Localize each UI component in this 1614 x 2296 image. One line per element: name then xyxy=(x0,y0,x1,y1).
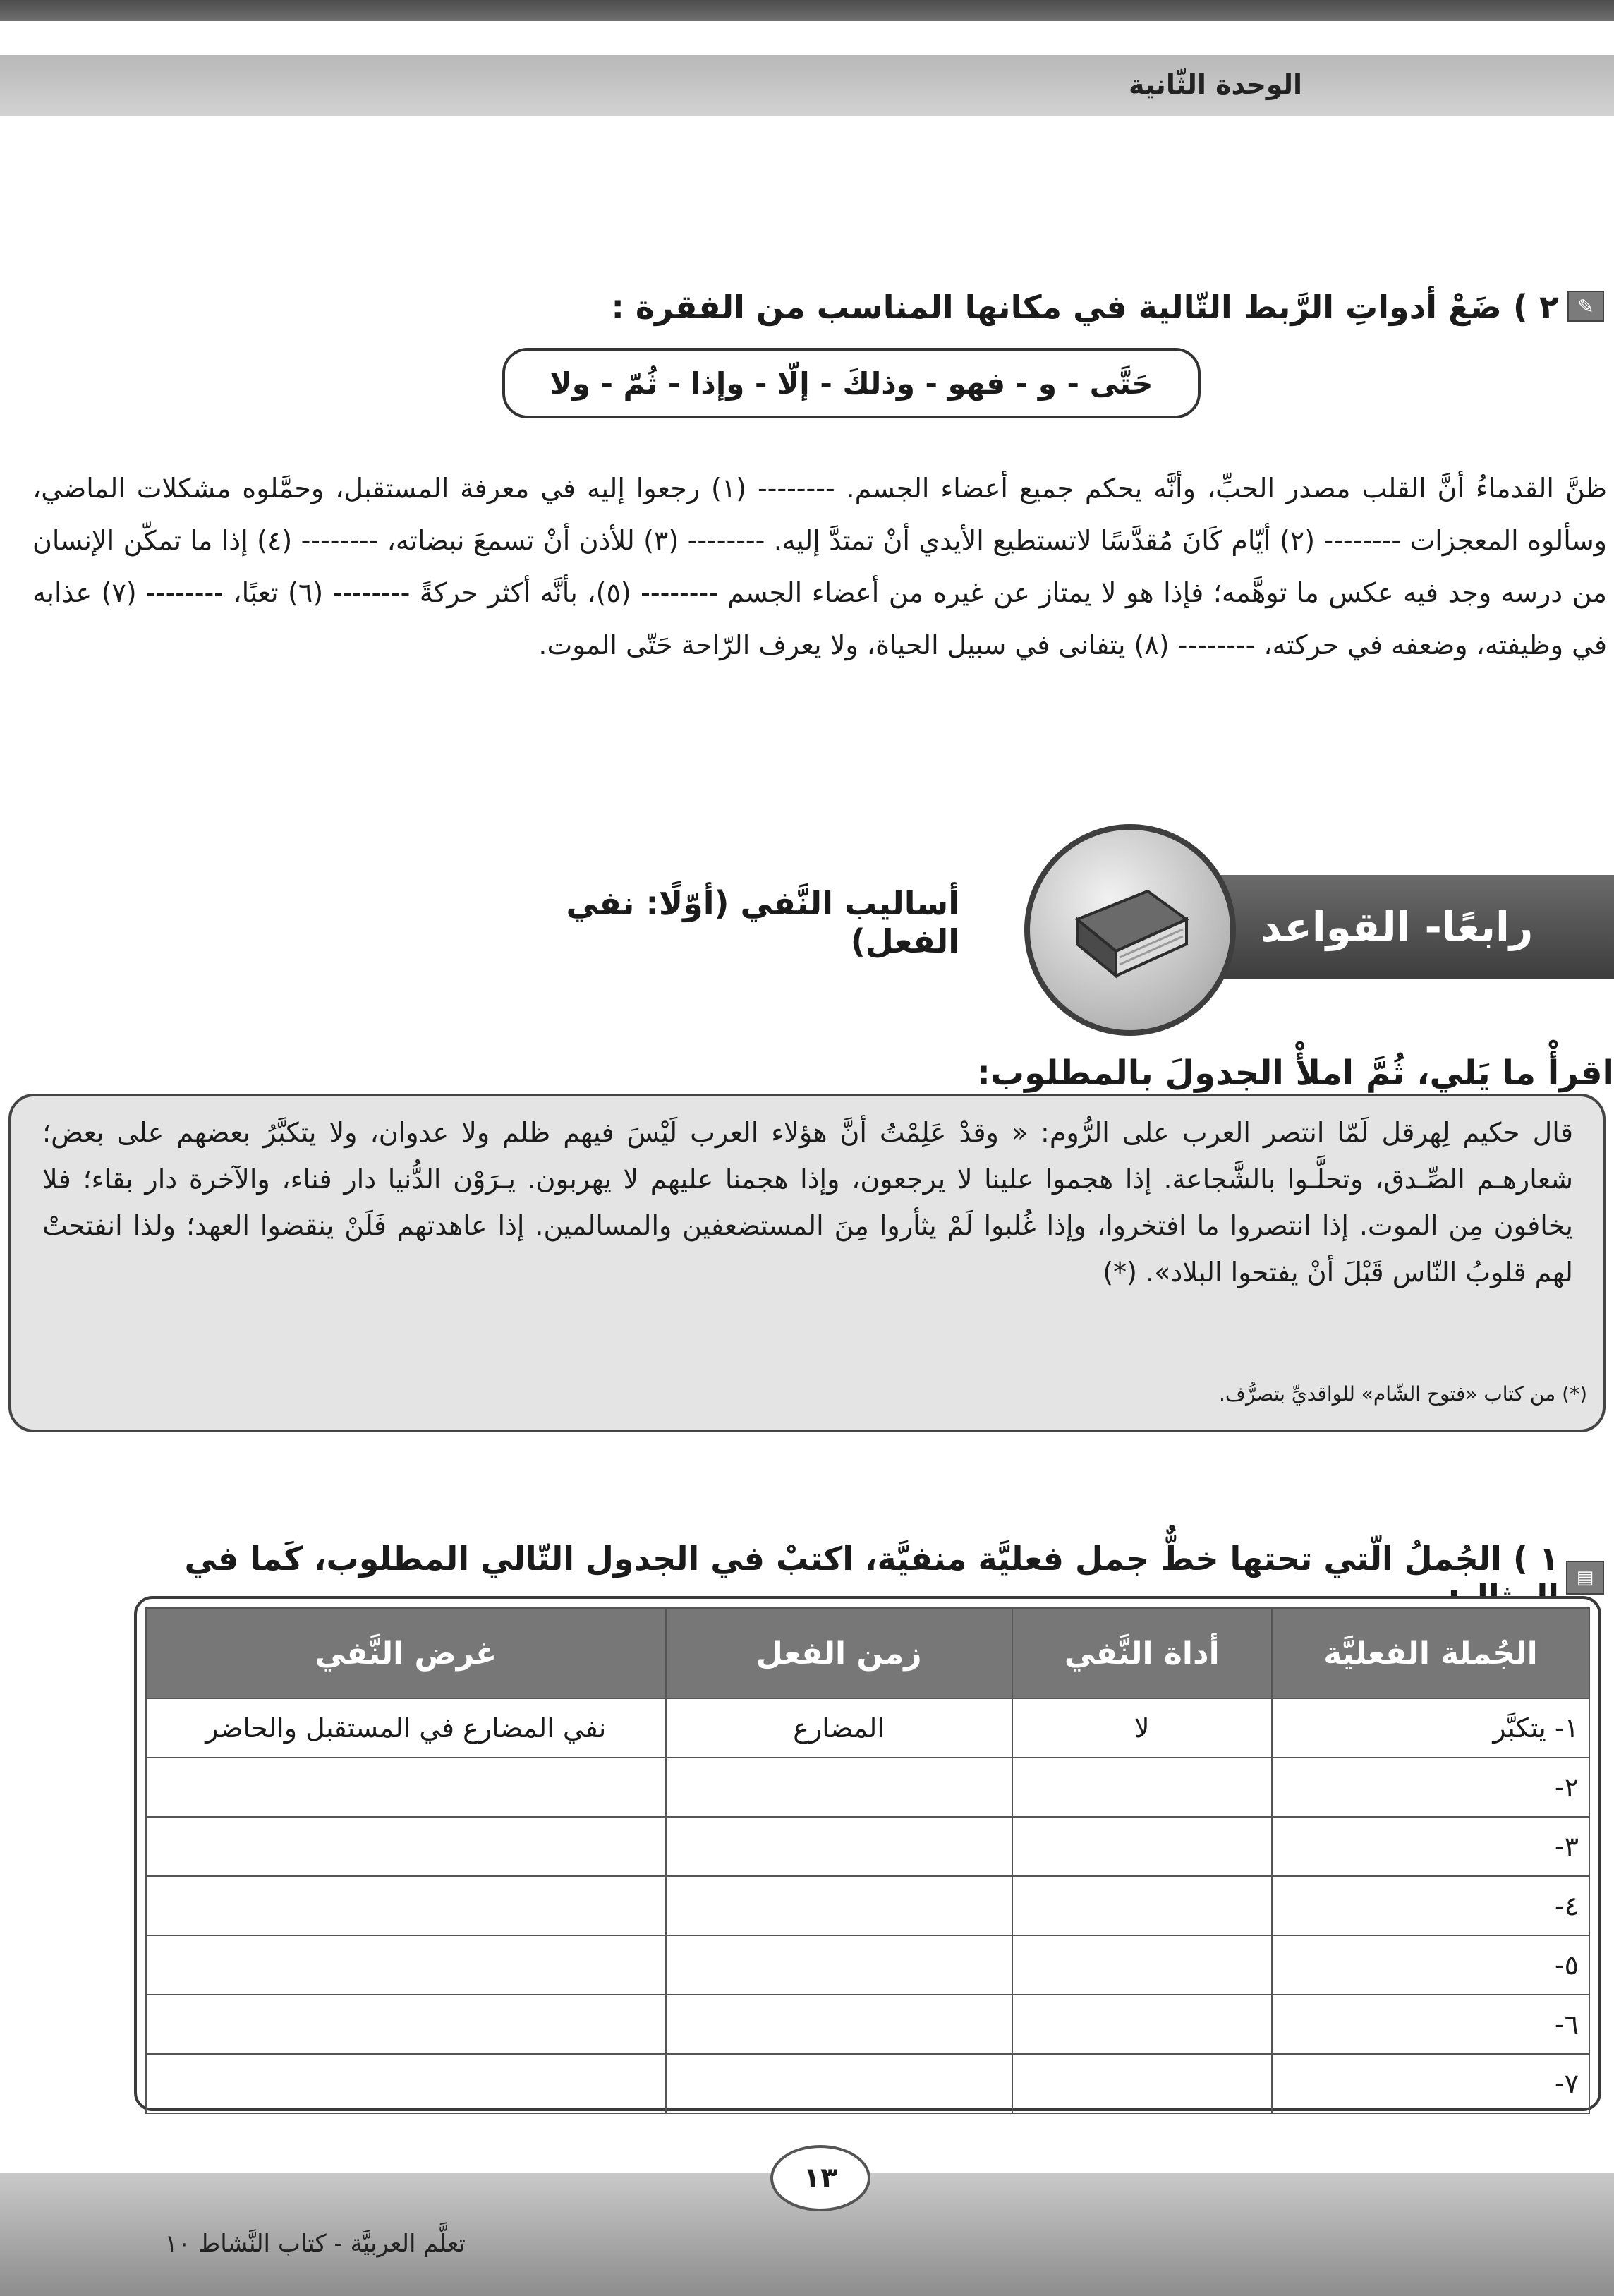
cell-tool[interactable] xyxy=(1012,1817,1272,1876)
negation-table xyxy=(145,1607,1590,2114)
book-icon xyxy=(1024,824,1236,1036)
cell-purpose[interactable] xyxy=(146,1876,666,1935)
footer-book-title: تعلَّم العربيَّة - كتاب النَّشاط ١٠ xyxy=(164,2230,466,2258)
cell-tool: لا xyxy=(1012,1698,1272,1758)
book-small-icon: ▤ xyxy=(1566,1561,1604,1595)
rules-subtitle: أساليب النَّفي (أوّلًا: نفي الفعل) xyxy=(566,884,959,960)
cell-purpose: نفي المضارع في المستقبل والحاضر xyxy=(146,1698,666,1758)
read-instruction: اقرأْ ما يَلي، ثُمَّ املأْ الجدولَ بالمطلوب: xyxy=(976,1053,1614,1093)
cell-sentence[interactable]: ٦- xyxy=(1272,1995,1589,2054)
cell-sentence: ١- يتكبَّر xyxy=(1272,1698,1589,1758)
cell-tense[interactable] xyxy=(666,2054,1012,2113)
cell-sentence[interactable]: ٣- xyxy=(1272,1817,1589,1876)
cell-purpose[interactable] xyxy=(146,2054,666,2113)
cell-tense[interactable] xyxy=(666,1758,1012,1817)
table-row xyxy=(146,1935,1589,1995)
cell-tense[interactable] xyxy=(666,1876,1012,1935)
pencil-icon: ✎ xyxy=(1567,291,1604,322)
header-negation-purpose: غرض النَّفي xyxy=(146,1608,666,1698)
cell-tense: المضارع xyxy=(666,1698,1012,1758)
cell-purpose[interactable] xyxy=(146,1935,666,1995)
cell-purpose[interactable] xyxy=(146,1995,666,2054)
cell-tool[interactable] xyxy=(1012,1935,1272,1995)
exercise1-title: ١ ) الجُملُ الّتي تحتها خطٌّ جمل فعليَّة منفيَّة، اكتبْ في الجدول التّالي المطلوب، كَما في xyxy=(184,1540,1559,1578)
table-row xyxy=(146,1876,1589,1935)
negation-table-wrap xyxy=(134,1596,1601,2111)
table-row xyxy=(146,2054,1589,2113)
cell-purpose[interactable] xyxy=(146,1817,666,1876)
header-verb-tense: زمن الفعل xyxy=(666,1608,1012,1698)
cell-purpose[interactable] xyxy=(146,1758,666,1817)
cell-tool[interactable] xyxy=(1012,1995,1272,2054)
cell-tool[interactable] xyxy=(1012,1876,1272,1935)
exercise2-paragraph: ظنَّ القدماءُ أنَّ القلب مصدر الحبِّ، وأنَّه يحكم جميع أعضاء الجسم. -------- (١) رجعوا إليه في معرفة المستقبل، وحمَّلوه مشكلات الماضي، وسألوه المعجزات -------- (٢) أيّام كَانَ مُقدَّسًا لاتستطيع الأيدي أنْ تمتدَّ إليه. -------- (٣) للأذن أنْ تسمعَ نبضاته، -------- (٤) إذا ما تمكّن الإنسان من درسه وجد فيه عكس ما توهَّمه؛ فإذا هو لا يمتاز عن غيره من أعضاء الجسم -------- (٥)، بأنَّه أكثر حركةً -------- (٦) تعبًا، -------- (٧) عذابه في وظيفته، وضعفه في حركته، -------- (٨) يتفانى في سبيل الحياة، ولا يعرف الرّاحة حَتّى الموت. xyxy=(32,473,1608,660)
table-row xyxy=(146,1995,1589,2054)
rules-title: رابعًا- القواعد xyxy=(1260,903,1534,951)
cell-tense[interactable] xyxy=(666,1995,1012,2054)
cell-tool[interactable] xyxy=(1012,1758,1272,1817)
header-top-strip xyxy=(0,0,1614,21)
header-verbal-sentence: الجُملة الفعليَّة xyxy=(1272,1608,1589,1698)
table-row xyxy=(146,1698,1589,1758)
table-header-row xyxy=(146,1608,1589,1698)
cell-tool[interactable] xyxy=(1012,2054,1272,2113)
cell-sentence[interactable]: ٢- xyxy=(1272,1758,1589,1817)
cell-tense[interactable] xyxy=(666,1935,1012,1995)
exercise2-title: ٢ ) ضَعْ أدواتِ الرَّبط التّالية في مكانها المناسب من الفقرة : xyxy=(611,288,1559,326)
source-note: (*) من كتاب «فتوح الشّام» للواقديِّ بتصرُّف. xyxy=(1219,1382,1587,1406)
header-negation-tool: أداة النَّفي xyxy=(1012,1608,1272,1698)
cell-sentence[interactable]: ٤- xyxy=(1272,1876,1589,1935)
page-number: ١٣ xyxy=(770,2145,870,2211)
cell-sentence[interactable]: ٥- xyxy=(1272,1935,1589,1995)
quote-text: قال حكيم لِهرقل لَمّا انتصر العرب على الرُّوم: « وقدْ عَلِمْتُ أنَّ هؤلاء العرب لَيْسَ فيهم ظلم ولا عدوان، ولا يتكبَّرُ بعضهم على بعض؛ شعارهـم الصِّـدق، وتحلَّـوا بالشَّجاعة. إذا هجموا علينا لا يرجعون، وإذا هجمنا عليهم لا يهربون. يـرَوْن الدُّنيا دار فناء، والآخرة دار بقاء؛ فلا يخافون مِن الموت. إذا انتصروا ما افتخروا، وإذا غُلبوا لَمْ يثأروا مِنَ المستضعفين والمسالمين. إذا عاهدتهم فَلَنْ ينقضوا العهد؛ ولذا انفتحتْ لهم قلوبُ النّاس قَبْلَ أنْ يفتحوا البلاد». (*) xyxy=(42,1117,1573,1288)
table-row xyxy=(146,1817,1589,1876)
cell-tense[interactable] xyxy=(666,1817,1012,1876)
unit-title: الوحدة الثّانية xyxy=(1129,69,1303,100)
table-row xyxy=(146,1758,1589,1817)
linking-words-box: حَتَّى - و - فهو - وذلكَ - إلّا - وإذا - ثُمّ - ولا xyxy=(502,348,1201,418)
cell-sentence[interactable]: ٧- xyxy=(1272,2054,1589,2113)
